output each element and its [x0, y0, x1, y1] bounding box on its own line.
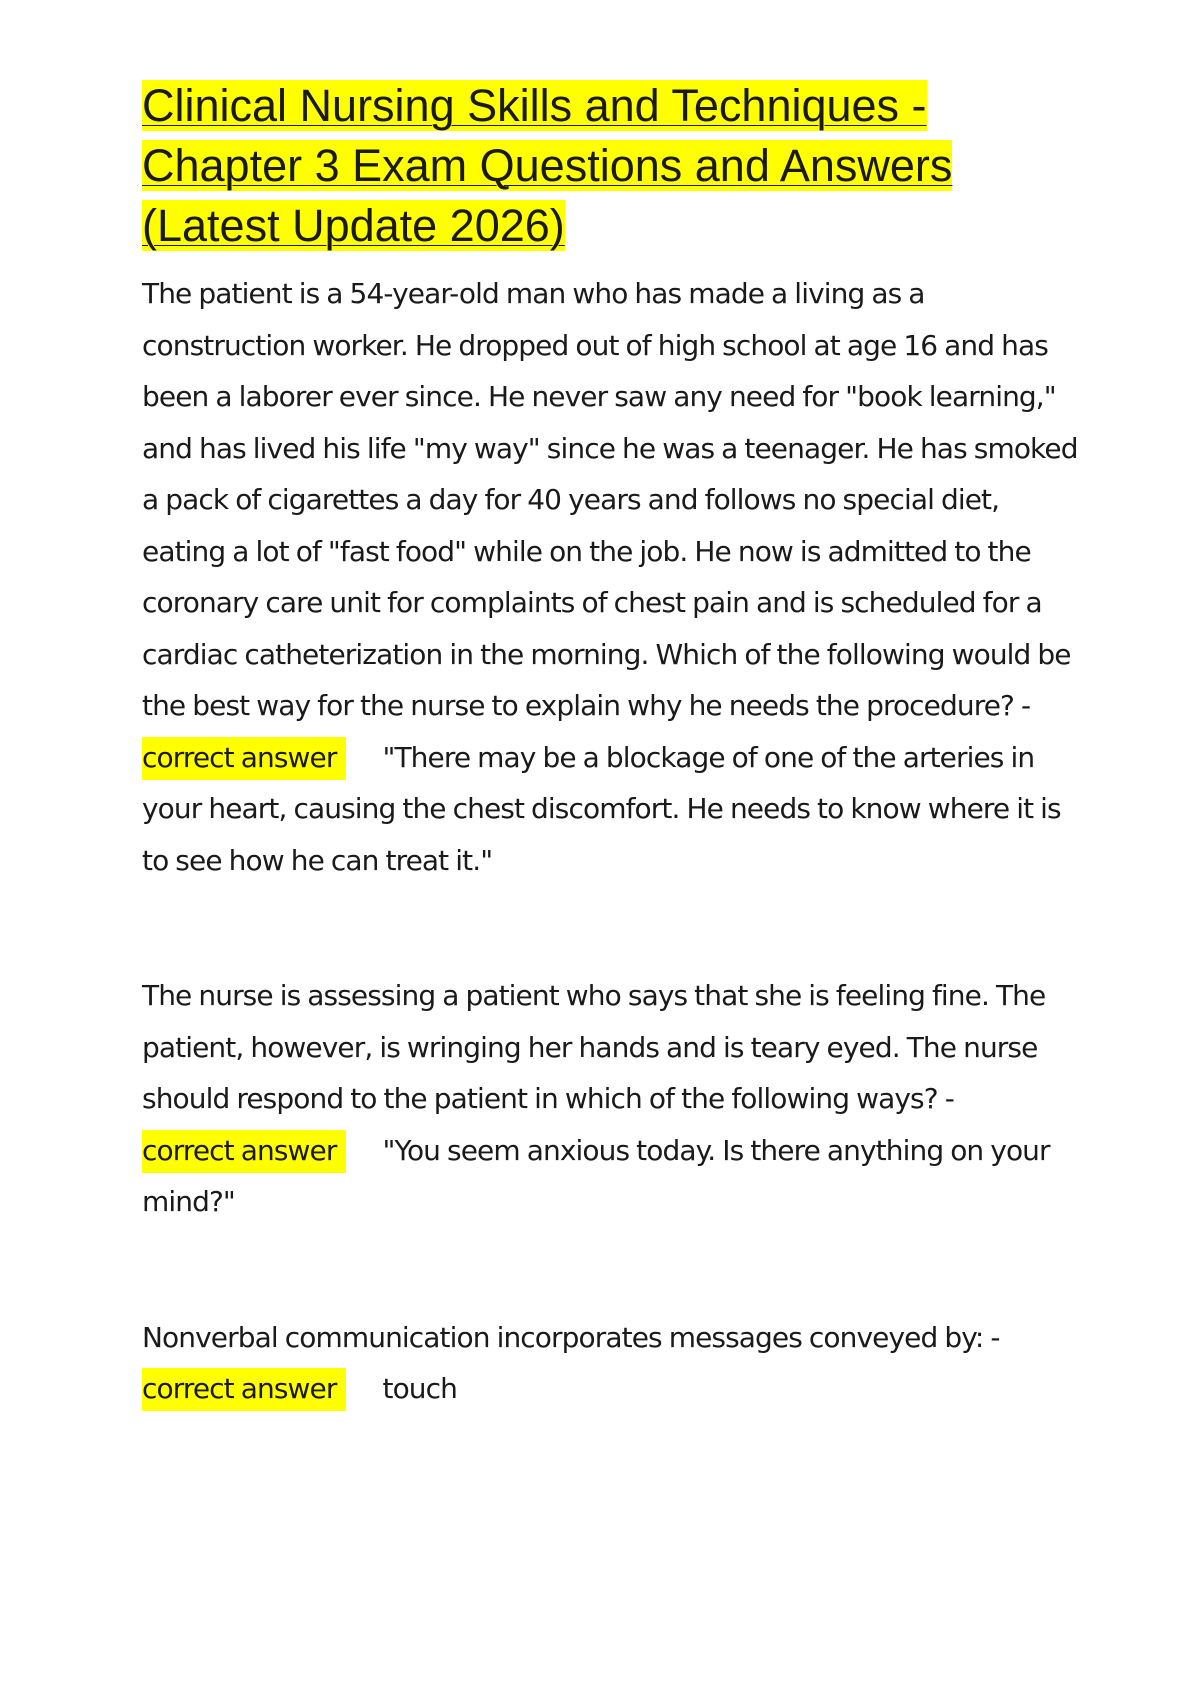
- question-text: Nonverbal communication incorporates messages conveyed by: -: [142, 1320, 1000, 1354]
- document-title: [142, 76, 1082, 256]
- question-text: The patient is a 54-year-old man who has made a living as a construction worker. He dropped out of high school at age 16 and has been a laborer ever since. He never saw any need for "book learning," and has lived his life "my way" since he was a teenager. He has smoked a pack of cigarettes a day for 40 years and follows no special diet, eating a lot of "fast food" while on the job. He now is admitted to the coronary care unit for complaints of chest pain and is scheduled for a cardiac catheterization in the morning. Which of the following would be the best way for the nurse to explain why he needs the procedure? -: [142, 277, 1078, 722]
- document-title-text: Clinical Nursing Skills and Techniques - Chapter 3 Exam Questions and Answers (Latest Update 2026): [142, 80, 953, 251]
- answer-text: touch: [382, 1372, 457, 1405]
- qa-item: [142, 1312, 1082, 1415]
- answer-text: "You seem anxious today. Is there anything on your mind?": [142, 1133, 1050, 1218]
- answer-text: "There may be a blockage of one of the arteries in your heart, causing the chest discomfort. He needs to know where it is to see how he can treat it.": [142, 740, 1061, 877]
- correct-answer-label: correct answer: [142, 737, 346, 780]
- answer-line: [142, 1363, 1082, 1415]
- answer-line: [142, 732, 1082, 887]
- correct-answer-label: correct answer: [142, 1368, 346, 1411]
- question-text: The nurse is assessing a patient who says that she is feeling fine. The patient, however, is wringing her hands and is teary eyed. The nurse should respond to the patient in which of the following ways? -: [142, 979, 1046, 1115]
- qa-item: [142, 970, 1082, 1228]
- answer-line: [142, 1125, 1082, 1228]
- qa-item: [142, 268, 1082, 886]
- document-page: [142, 76, 1082, 1415]
- correct-answer-label: correct answer: [142, 1130, 346, 1173]
